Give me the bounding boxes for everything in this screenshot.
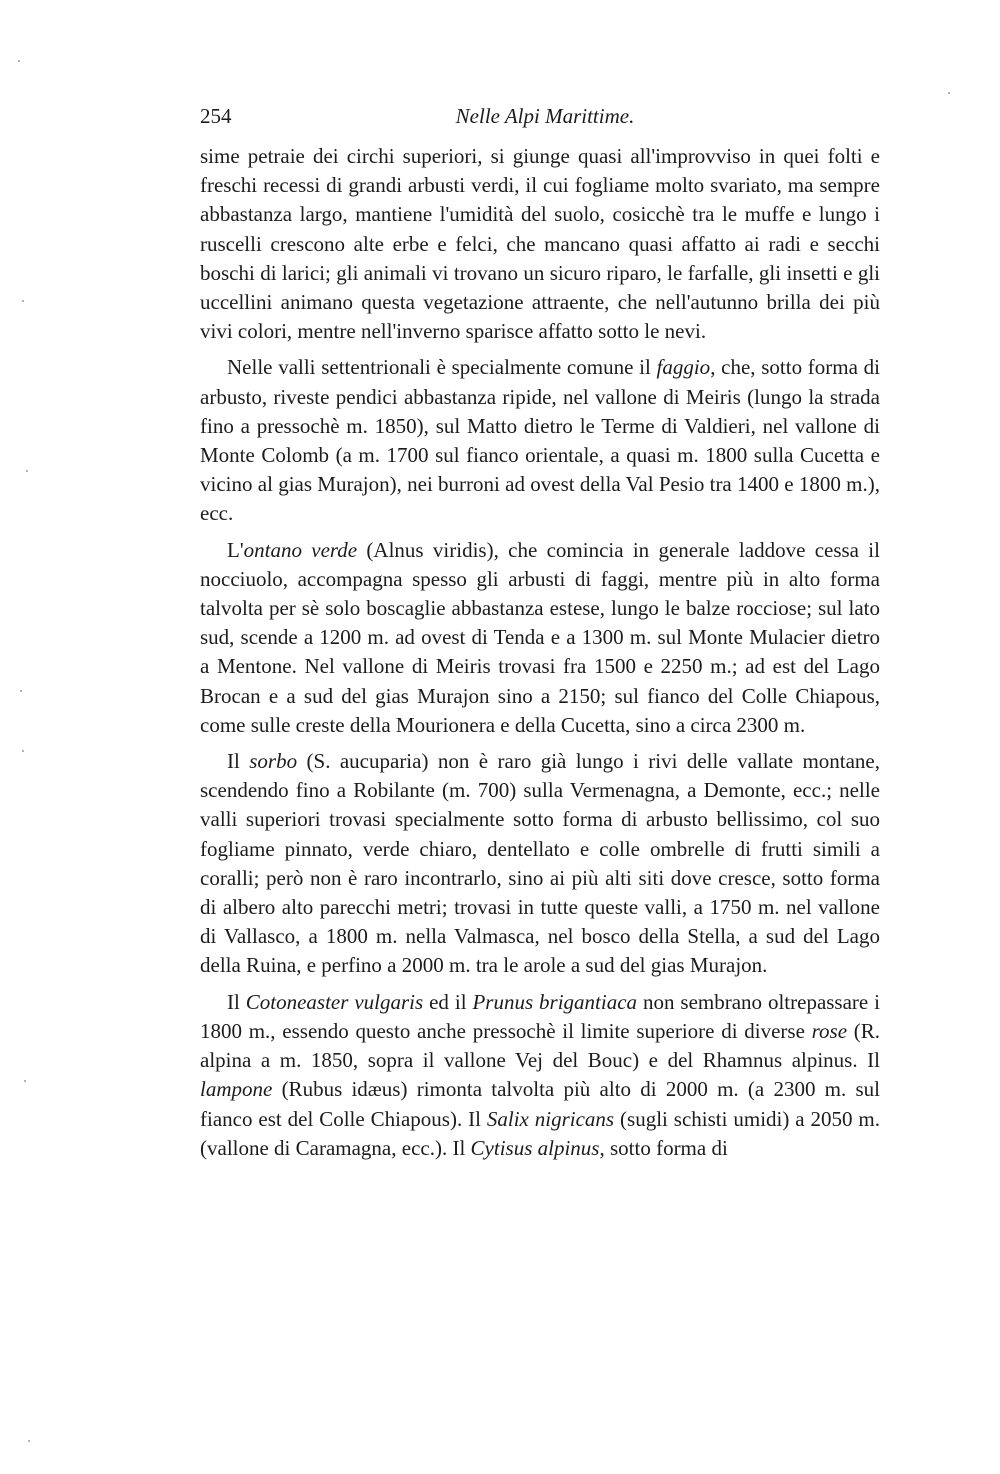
italic-term: rose xyxy=(811,1018,848,1043)
scan-speck xyxy=(22,300,24,302)
italic-term: sorbo xyxy=(249,749,298,774)
text-run: (sugli schisti umidi) a 2050 m. (vallone di Caramagna, ecc.). Il xyxy=(200,1106,881,1160)
text-run: (S. aucuparia) non è raro già lungo i rivi delle vallate montane, scendendo fino a Robilante (m. 700) sulla Vermenagna, a Demonte, ecc.; nelle valli superiori trovasi specialmente sotto forma di arbusto bellissimo, col suo fogliame pinnato, verde chiaro, dentellato e colle ombrelle di frutti simili a coralli; però non è raro incontrarlo, sino ai più alti siti dove cresce, sotto forma di albero alto parecchi metri; trovasi in tutte queste valli, a 1750 m. nel vallone di Vallasco, a 1800 m. nella Valmasca, nel bosco della Stella, a sud del Lago della Ruina, e perfino a 2000 m. tra le arole a sud del gias Murajon. xyxy=(200,749,881,978)
scan-speck xyxy=(22,750,24,752)
page-header xyxy=(200,104,880,134)
italic-term: Salix nigricans xyxy=(486,1106,615,1131)
scan-speck xyxy=(20,690,22,692)
italic-term: Prunus brigantiaca xyxy=(472,989,638,1014)
italic-term: ontano verde xyxy=(243,537,358,562)
body-text xyxy=(200,142,880,1163)
text-run: L' xyxy=(227,537,244,562)
paragraph xyxy=(200,142,880,346)
italic-term: Cytisus alpinus xyxy=(470,1135,600,1160)
italic-term: Cotoneaster vulgaris xyxy=(245,989,424,1014)
text-run: Il xyxy=(227,749,250,774)
scan-speck xyxy=(28,1440,30,1442)
text-run: (Rubus idæus) rimonta talvolta più alto di 2000 m. (a 2300 m. sul fianco est del Colle Chiapous). Il xyxy=(200,1077,880,1131)
italic-term: lampone xyxy=(200,1077,273,1102)
scan-speck xyxy=(18,60,20,62)
scan-speck xyxy=(948,92,950,94)
scan-speck xyxy=(24,1080,26,1082)
scan-speck xyxy=(26,470,28,472)
text-run: (R. alpina a m. 1850, sopra il vallone Vej del Bouc) e del Rhamnus alpinus. Il xyxy=(200,1018,881,1073)
text-run: Il xyxy=(227,989,246,1014)
italic-term: faggio xyxy=(656,355,711,380)
paragraph xyxy=(200,353,880,528)
running-title: Nelle Alpi Marittime. xyxy=(455,104,635,128)
text-run: ed il xyxy=(423,989,473,1014)
paragraph xyxy=(200,988,880,1163)
text-run: , sotto forma di xyxy=(599,1135,728,1160)
text-run: Nelle valli settentrionali è specialmente comune il xyxy=(227,355,657,380)
text-run: sime petraie dei circhi superiori, si giunge quasi all'improvviso in quei folti e freschi recessi di grandi arbusti verdi, il cui fogliame molto svariato, ma sempre abbastanza largo, mantiene l'umidità del suolo, cosicchè tra le muffe e lungo i ruscelli crescono alte erbe e felci, che mancano quasi affatto ai radi e secchi boschi di larici; gli animali vi trovano un sicuro riparo, le farfalle, gli insetti e gli uccellini animano questa vegetazione attraente, che nell'autunno brilla dei più vivi colori, mentre nell'inverno sparisce affatto sotto le nevi. xyxy=(200,144,880,344)
text-run: non sembrano oltrepassare i 1800 m., essendo questo anche pressochè il limite superiore di diverse xyxy=(200,989,880,1043)
paragraph xyxy=(200,747,880,981)
text-run: , che, sotto forma di arbusto, riveste pendici abbastanza ripide, nel vallone di Meiris (lungo la strada fino a pressochè m. 1850), sul Matto dietro le Terme di Valdieri, nel vallone di Monte Colomb (a m. 1700 sul fianco orientale, a quasi m. 1800 sulla Cucetta e vicino al gias Murajon), nei burroni ad ovest della Val Pesio tra 1400 e 1800 m.), ecc. xyxy=(200,355,880,526)
paragraph xyxy=(200,536,880,740)
text-run: (Alnus viridis), che comincia in generale laddove cessa il nocciuolo, accompagna spesso gli arbusti di faggi, mentre più in alto forma talvolta per sè solo boscaglie abbastanza estese, lungo le balze rocciose; sul lato sud, scende a 1200 m. ad ovest di Tenda e a 1300 m. sul Monte Mulacier dietro a Mentone. Nel vallone di Meiris trovasi fra 1500 e 2250 m.; ad est del Lago Brocan e a sud del gias Murajon sino a 2150; sul fianco del Colle Chiapous, come sulle creste della Mourionera e della Cucetta, sino a circa 2300 m. xyxy=(200,537,880,737)
page-number: 254 xyxy=(200,104,232,128)
